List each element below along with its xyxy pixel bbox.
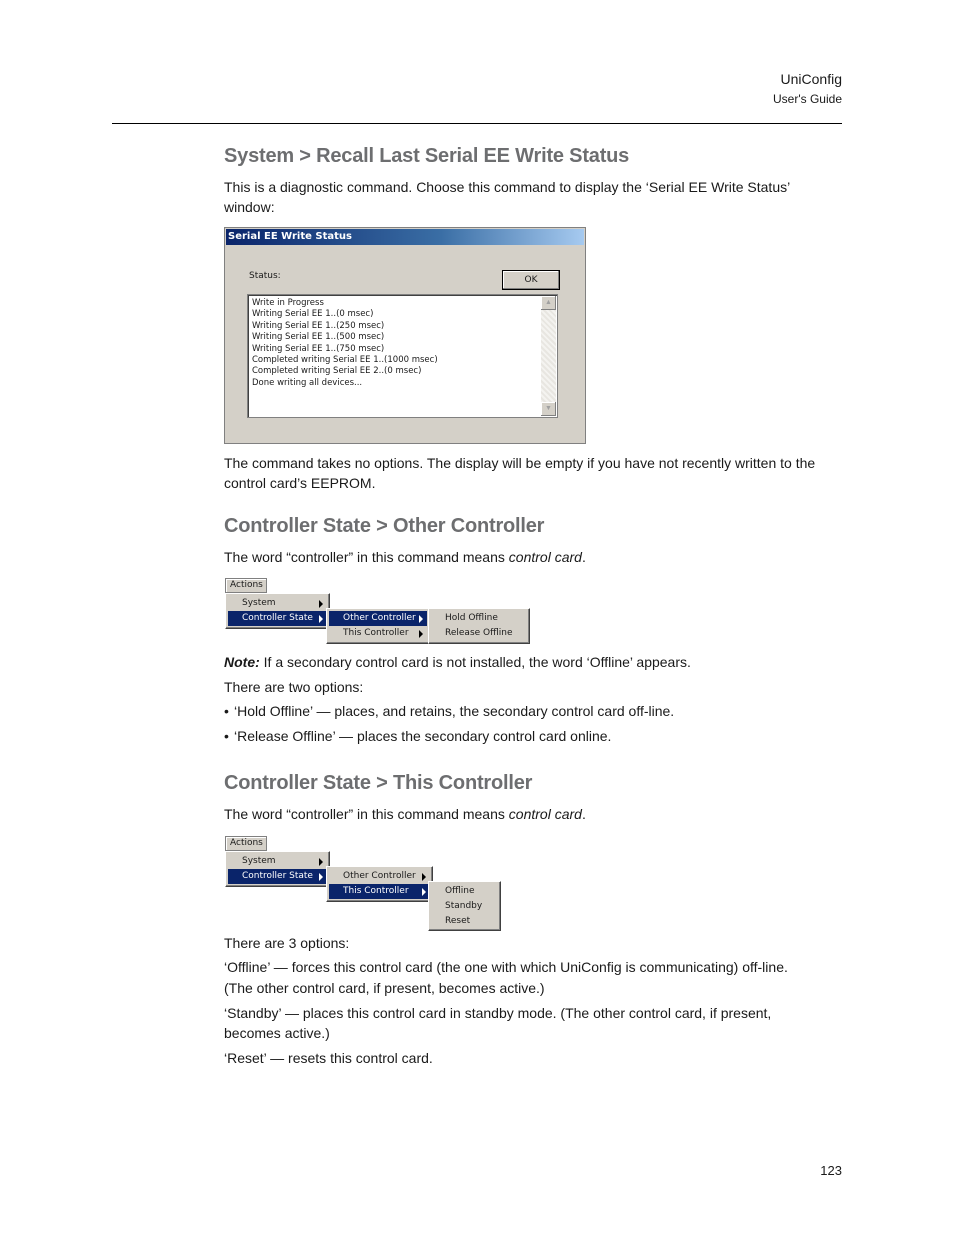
this-controller-submenu [428,881,501,931]
menu-item-this-controller[interactable] [329,884,430,899]
intro-period: . [581,806,586,822]
submenu-arrow-icon [422,888,426,896]
guide-subtitle: User's Guide [773,92,842,106]
section3-intro [224,804,844,824]
submenu-arrow-icon [319,873,323,881]
menu-item-other-controller[interactable] [329,869,430,884]
header-rule [112,123,842,124]
menu-item-label: Controller State [242,613,313,623]
option-reset: ‘Reset’ — resets this control card. [224,1050,433,1066]
intro-text: The word “controller” in this command means [224,806,509,822]
status-lines [252,298,438,389]
status-line: Writing Serial EE 1..(250 msec) [252,320,385,331]
status-line: Completed writing Serial EE 1..(1000 msec) [252,355,438,366]
serial-ee-write-status-dialog [224,227,586,444]
section1-after-line1: The command takes no options. The display will be empty if you have not recently written to the [224,455,816,471]
submenu-arrow-icon [319,858,323,866]
actions-dropdown [225,851,330,887]
bullet-hold-offline: • ‘Hold Offline’ — places, and retains, the secondary control card off-line. [234,701,674,721]
menu-item-system[interactable] [228,854,327,869]
menu-item-this-controller[interactable] [329,626,427,641]
scroll-down-icon[interactable]: ▼ [541,402,556,416]
intro-emphasis: control card [508,549,582,565]
status-line: Writing Serial EE 1..(0 msec) [252,309,374,320]
status-line: Writing Serial EE 1..(750 msec) [252,343,385,354]
menu-item-reset[interactable]: Reset [445,916,471,926]
menu-item-label: Other Controller [343,613,416,623]
note-label: Note: [224,654,260,670]
other-controller-submenu [428,608,530,644]
section1-intro-line2: window: [224,199,275,215]
menu-item-label: Other Controller [343,871,416,881]
section-heading-this-controller: Controller State > This Controller [224,772,533,794]
menu-item-other-controller[interactable] [329,611,427,626]
submenu-arrow-icon [419,615,423,623]
submenu-arrow-icon [422,873,426,881]
guide-title: UniConfig [780,71,842,87]
status-line: Writing Serial EE 1..(500 msec) [252,332,385,343]
note-paragraph [224,652,844,672]
ok-button[interactable]: OK [502,270,560,290]
page-number: 123 [820,1163,842,1178]
menu-item-label: System [242,856,276,866]
option-standby-line2: becomes active.) [224,1025,330,1041]
section1-after-line2: control card’s EEPROM. [224,475,376,491]
status-line: Done writing all devices... [252,377,363,388]
option-standby-line1: ‘Standby’ — places this control card in standby mode. (The other control card, if present, [224,1005,772,1021]
menu-item-label: Controller State [242,871,313,881]
note-text: If a secondary control card is not installed, the word ‘Offline’ appears. [259,654,691,670]
menu-item-label: This Controller [343,886,409,896]
intro-period: . [581,549,586,565]
actions-dropdown [225,593,330,629]
section-heading-other-controller: Controller State > Other Controller [224,515,545,537]
menu-item-hold-offline[interactable]: Hold Offline [445,613,498,623]
section3-options-intro: There are 3 options: [224,935,350,951]
submenu-arrow-icon [319,600,323,608]
actions-menu[interactable]: Actions [225,578,267,593]
menu-item-label: System [242,598,276,608]
menu-item-system[interactable] [228,596,327,611]
menu-item-controller-state[interactable] [228,869,327,884]
option-offline-line2: (The other control card, if present, becomes active.) [224,980,545,996]
section2-intro [224,547,844,567]
bullet-release-offline: • ‘Release Offline’ — places the secondary control card online. [234,726,611,746]
vertical-scrollbar[interactable] [541,296,556,416]
section2-options-intro: There are two options: [224,679,364,695]
intro-emphasis: control card [508,806,582,822]
status-list[interactable] [247,294,558,418]
menu-item-offline[interactable]: Offline [445,886,475,896]
section-heading-recall: System > Recall Last Serial EE Write Status [224,145,630,167]
dialog-title: Serial EE Write Status [226,229,584,245]
menu-item-release-offline[interactable]: Release Offline [445,628,513,638]
menu-item-controller-state[interactable] [228,611,327,626]
controller-state-submenu [326,866,433,902]
controller-state-submenu [326,608,430,644]
submenu-arrow-icon [319,615,323,623]
status-line: Write in Progress [252,298,324,308]
scroll-up-icon[interactable]: ▲ [541,296,556,310]
menu-item-standby[interactable]: Standby [445,901,483,911]
menu-item-label: This Controller [343,628,409,638]
status-label: Status: [249,271,281,281]
actions-menu[interactable]: Actions [225,836,267,851]
option-offline-line1: ‘Offline’ — forces this control card (the one with which UniConfig is communicating) off-line. [224,959,788,975]
section1-intro-line1: This is a diagnostic command. Choose this command to display the ‘Serial EE Write Status’ [224,179,791,195]
submenu-arrow-icon [419,630,423,638]
intro-text: The word “controller” in this command means [224,549,509,565]
status-line: Completed writing Serial EE 2..(0 msec) [252,366,422,377]
